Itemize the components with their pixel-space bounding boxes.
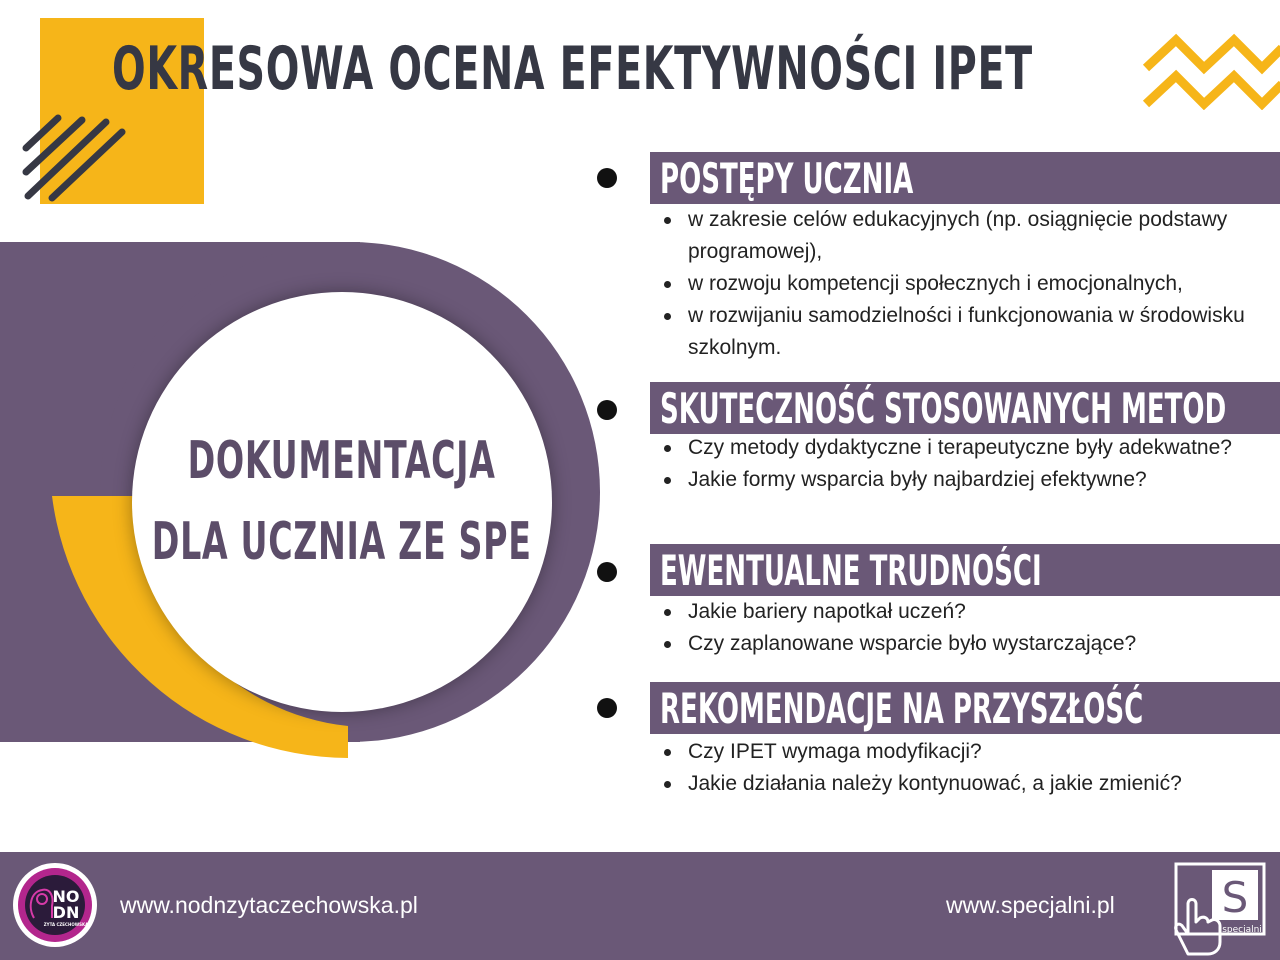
diagonal-stripes-decoration [18,112,138,207]
section-list [660,204,1260,364]
list-item: w rozwoju kompetencji społecznych i emocjonalnych, [660,268,1260,300]
logo-caption: ZYTA CZECHOWSKA [43,922,89,927]
section-heading: REKOMENDACJE NA PRZYSZŁOŚĆ [660,684,1144,733]
list-item: Czy zaplanowane wsparcie było wystarczające? [660,628,1260,660]
specjalni-website-link[interactable]: www.specjalni.pl [946,892,1115,918]
nodn-website-link[interactable]: www.nodnzytaczechowska.pl [120,892,418,918]
page-title: OKRESOWA OCENA EFEKTYWNOŚCI IPET [112,34,1033,104]
nodn-logo[interactable] [12,862,98,948]
logo-text-no: NO [52,887,80,906]
zigzag-decoration [1142,30,1280,110]
section-heading: EWENTUALNE TRUDNOŚCI [660,546,1042,595]
list-item: Czy IPET wymaga modyfikacji? [660,736,1260,768]
section-heading-bar [650,382,1280,434]
section-heading-bar [650,682,1280,734]
list-item: Jakie formy wsparcia były najbardziej efektywne? [660,464,1260,496]
section-heading: SKUTECZNOŚĆ STOSOWANYCH METOD [660,384,1227,433]
section-bullet [597,698,617,718]
list-item: Jakie bariery napotkał uczeń? [660,596,1260,628]
list-item: Jakie działania należy kontynuować, a jakie zmienić? [660,768,1260,800]
logo-caption: specjalni [1222,925,1262,935]
section-heading: POSTĘPY UCZNIA [660,154,914,203]
list-item: Czy metody dydaktyczne i terapeutyczne były adekwatne? [660,432,1260,464]
section-list [660,432,1260,496]
logo-text-dn: DN [52,903,80,922]
circle-title-line-1: DOKUMENTACJA [188,431,496,492]
section-list [660,596,1260,660]
list-item: w zakresie celów edukacyjnych (np. osiągnięcie podstawy programowej), [660,204,1260,268]
section-bullet [597,562,617,582]
logo-letter: S [1221,873,1249,922]
center-circle [132,292,552,712]
list-item: w rozwijaniu samodzielności i funkcjonowania w środowisku szkolnym. [660,300,1260,364]
section-heading-bar [650,544,1280,596]
section-list [660,736,1260,800]
section-bullet [597,168,617,188]
section-bullet [597,400,617,420]
specjalni-logo[interactable] [1166,860,1272,956]
section-heading-bar [650,152,1280,204]
circle-title-line-2: DLA UCZNIA ZE SPE [152,512,532,572]
